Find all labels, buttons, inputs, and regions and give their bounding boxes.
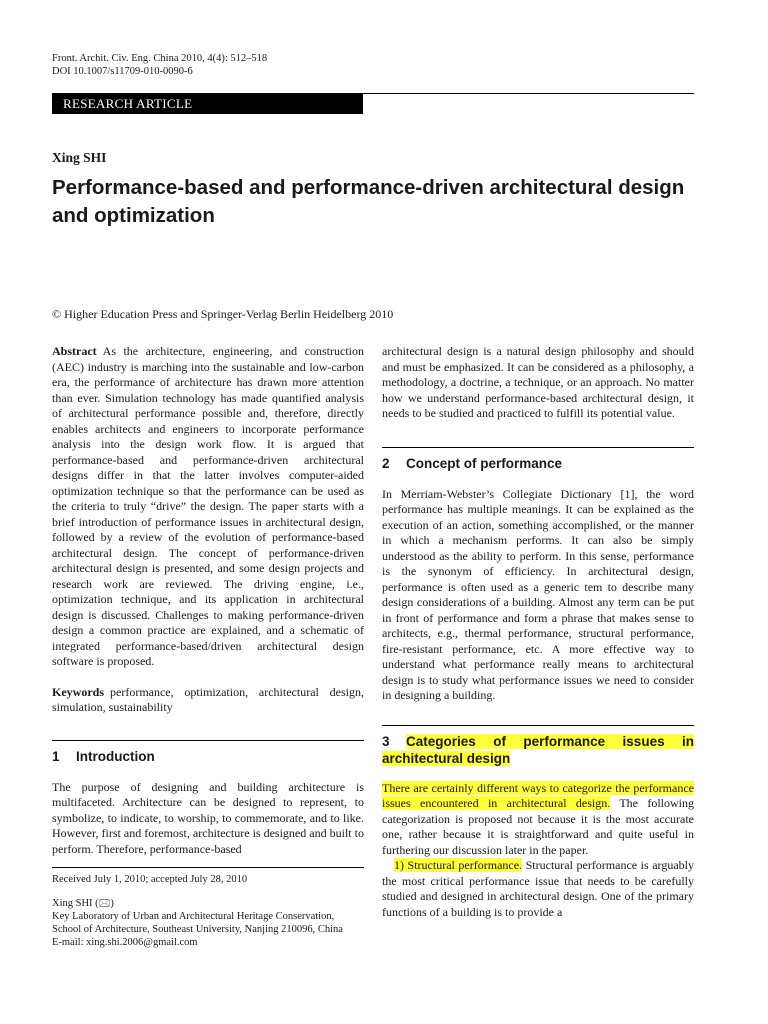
section-3-heading [382,733,694,767]
abstract [52,344,364,670]
section-2-body: In Merriam-Webster’s Collegiate Dictionary [1], the word performance has multiple meanings. It can be explained as the execution of an action, something accomplished, or the manner in which a mechanism performs. It can also be simply understood as the ability to perform. In this sense, performance is the synonym of efficiency. In architectural design, performance is often used as a generic tem to describe many design considerations of a building. Almost any term can be put in front of performance and form a phrase that makes sense to architects, e.g., thermal performance, structural performance, fire-resistant performance, etc. A more effective way to understand what performance really means to architectural design is to study what performance issues we need to consider in designing a building. [382,486,694,702]
left-column [52,344,364,949]
section-2-number: 2 [382,455,390,471]
keywords-label: Keywords [52,684,104,699]
email: E-mail: xing.shi.2006@gmail.com [52,937,198,948]
structural-performance-paragraph [382,858,694,920]
correspondence-author [52,897,364,910]
section-3-number: 3 [382,733,390,749]
article-type-banner: RESEARCH ARTICLE [52,94,363,114]
correspondence-name: Xing SHI ( [52,898,99,909]
keywords-text: performance, optimization, architectural design, simulation, sustainability [52,684,364,714]
keywords [52,685,364,716]
article-title: Performance-based and performance-driven architectural design and optimization [52,176,685,227]
affiliation: Key Laboratory of Urban and Architectural Heritage Conservation, School of Architecture, Southeast University, Nanjing 210096, China [52,911,343,935]
section-3-body-text: The following categorization is proposed not because it is the most accurate one, rather because it is straightforward and quite useful in furthering our discussion later in the paper. [382,796,694,857]
journal-header [52,52,267,78]
journal-citation: Front. Archit. Civ. Eng. China 2010, 4(4): 512–518 [52,53,268,64]
section-1-number: 1 [52,748,60,764]
section-1-title: Introduction [76,748,155,764]
doi: DOI 10.1007/s11709-010-0090-6 [52,66,193,77]
section-3-title: Categories of performance issues in architectural design [382,733,694,766]
section-2-heading [382,455,694,472]
abstract-text: As the architecture, engineering, and construction (AEC) industry is marching into the sustainable and low-carbon era, the performance of architecture has drawn more attention than ever. Simulation technology has made quantified analysis of architectural performance possible and, therefore, directly enables architects and engineers to incorporate performance analysis into the design work flow. It is argued that performance-based and performance-driven architectural designs differ in that the latter involves computer-aided optimization technique so that the performance can be used as the criteria to truly “drive” the design. The paper starts with a brief introduction of performance issues in architectural design, followed by a review of the evolution of performance-based architectural design. The concept of performance-driven architectural design is presented, and some design projects and research work are reviewed. The driving engine, i.e., optimization technique, and its application in architectural design is discussed. Challenges to making performance-driven design a common practice are explained, and a schematic of integrated performance-based/driven architectural design software is proposed. [52,344,364,668]
section-3-body [382,781,694,859]
correspondence-close: ) [110,898,114,909]
section-1-heading [52,748,364,765]
received-note: Received July 1, 2010; accepted July 28, 2010 [52,874,248,885]
copyright-line: © Higher Education Press and Springer-Verlag Berlin Heidelberg 2010 [52,307,394,321]
footnote-rule [52,867,364,868]
right-column [382,344,694,920]
envelope-icon: 🖂 [98,898,111,909]
section-1-rule [52,740,364,741]
structural-performance-label: 1) Structural performance. [394,858,523,872]
highlighted-passage: There are certainly different ways to categorize the performance issues encountered in architectural design. [382,780,694,810]
section-1-body: The purpose of designing and building architecture is multifaceted. Architecture can be designed to represent, to symbolize, to indicate, to worship, to commemorate, and to like. However, first and foremost, architecture is designed and built to perform. Therefore, performance-based [52,779,364,856]
section-2-rule [382,447,694,448]
abstract-label: Abstract [52,344,97,358]
intro-continuation: architectural design is a natural design philosophy and should and must be emphasized. It can be considered as a philosophy, a methodology, a doctrine, a technique, or an approach. No matter how we understand performance-based architectural design, it needs to be studied and practiced to fulfill its potential value. [382,344,694,420]
structural-performance-text: Structural performance is arguably the most critical performance issue that needs to be carefully studied and designed in architectural design. One of the primary functions of a building is to provide a [382,858,694,919]
author-name: Xing SHI [52,150,107,165]
section-3-rule [382,725,694,726]
section-2-title: Concept of performance [406,455,563,471]
